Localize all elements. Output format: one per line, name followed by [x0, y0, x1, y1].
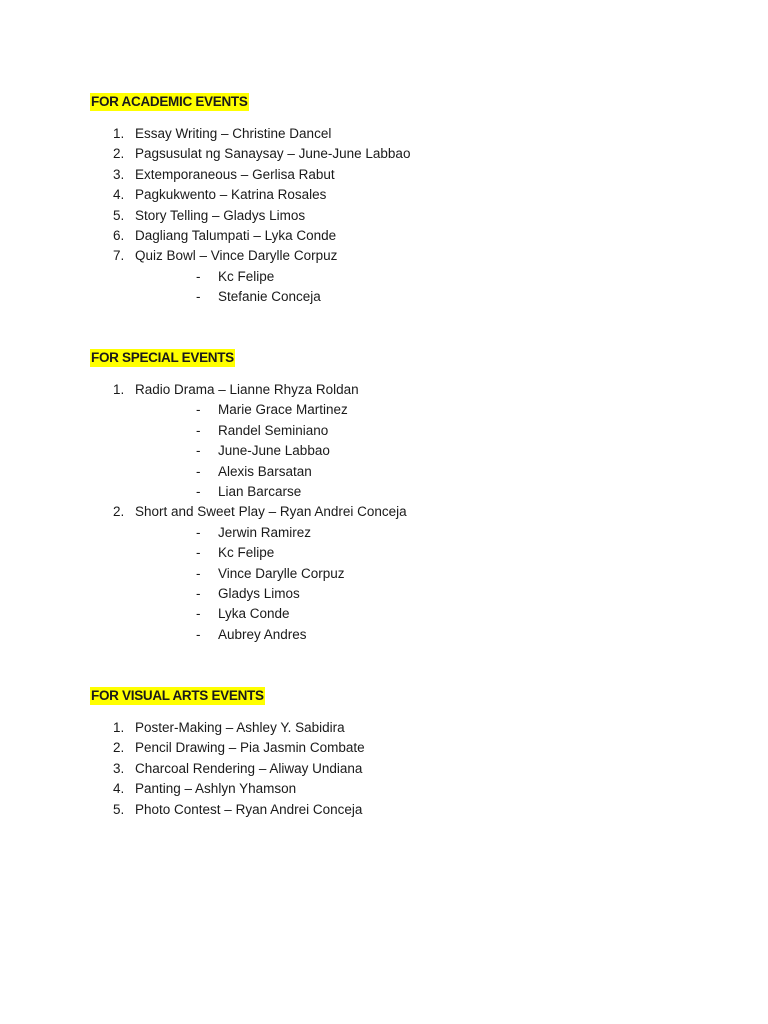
sub-list — [90, 400, 690, 502]
item-text: Photo Contest – Ryan Andrei Conceja — [135, 801, 363, 817]
dash-marker: - — [196, 606, 201, 622]
item-text: Panting – Ashlyn Yhamson — [135, 781, 297, 797]
sub-list-item — [90, 523, 690, 543]
sub-list-item — [90, 543, 690, 563]
item-number: 4. — [113, 187, 125, 203]
sub-list-item — [90, 482, 690, 502]
dash-marker: - — [196, 422, 201, 438]
dash-marker: - — [196, 402, 201, 418]
item-text: Radio Drama – Lianne Rhyza Roldan — [135, 382, 359, 397]
sub-item-text: Lian Barcarse — [218, 483, 302, 499]
dash-marker: - — [196, 463, 201, 479]
item-text: Essay Writing – Christine Dancel — [135, 126, 332, 141]
list-item — [90, 226, 690, 246]
event-list — [90, 718, 690, 820]
sub-list-item — [90, 564, 690, 584]
list-item — [90, 502, 690, 645]
sub-list — [90, 523, 690, 645]
sub-list-item — [90, 441, 690, 461]
list-item — [90, 779, 690, 799]
item-number: 2. — [113, 740, 125, 756]
sub-list-item — [90, 287, 690, 307]
item-number: 7. — [113, 248, 125, 264]
dash-marker: - — [196, 483, 201, 499]
item-text: Pagsusulat ng Sanaysay – June-June Labbao — [135, 146, 411, 162]
item-number: 6. — [113, 227, 125, 243]
sub-item-text: Aubrey Andres — [218, 626, 307, 642]
event-list — [90, 124, 690, 308]
sub-item-text: Vince Darylle Corpuz — [218, 565, 345, 581]
item-number: 1. — [113, 720, 125, 735]
section-heading: FOR SPECIAL EVENTS — [91, 350, 234, 365]
sub-list-item — [90, 462, 690, 482]
sub-item-text: Kc Felipe — [218, 268, 275, 284]
list-item — [90, 144, 690, 164]
dash-marker: - — [196, 289, 201, 305]
sub-list — [90, 267, 690, 308]
list-item — [90, 738, 690, 758]
section-heading: FOR ACADEMIC EVENTS — [91, 94, 248, 109]
item-text: Short and Sweet Play – Ryan Andrei Conceja — [135, 504, 407, 520]
list-item — [90, 124, 690, 144]
item-number: 1. — [113, 382, 125, 397]
list-item — [90, 246, 690, 307]
list-item — [90, 718, 690, 738]
sub-item-text: Gladys Limos — [218, 585, 300, 601]
sub-item-text: Stefanie Conceja — [218, 289, 321, 305]
item-number: 4. — [113, 781, 125, 797]
dash-marker: - — [196, 545, 201, 561]
list-item — [90, 206, 690, 226]
section-heading: FOR VISUAL ARTS EVENTS — [91, 688, 264, 703]
item-text: Poster-Making – Ashley Y. Sabidira — [135, 720, 345, 735]
item-number: 3. — [113, 166, 125, 182]
sub-list-item — [90, 400, 690, 420]
dash-marker: - — [196, 443, 201, 459]
item-text: Quiz Bowl – Vince Darylle Corpuz — [135, 248, 338, 264]
sub-list-item — [90, 421, 690, 441]
item-text: Pagkukwento – Katrina Rosales — [135, 187, 327, 203]
item-number: 3. — [113, 760, 125, 776]
dash-marker: - — [196, 524, 201, 540]
item-text: Pencil Drawing – Pia Jasmin Combate — [135, 740, 365, 756]
dash-marker: - — [196, 268, 201, 284]
list-item — [90, 759, 690, 779]
item-number: 2. — [113, 146, 125, 162]
sub-item-text: Lyka Conde — [218, 606, 290, 622]
item-number: 1. — [113, 126, 125, 141]
sub-list-item — [90, 267, 690, 287]
section-academic-events — [90, 93, 690, 308]
dash-marker: - — [196, 565, 201, 581]
dash-marker: - — [196, 585, 201, 601]
item-text: Dagliang Talumpati – Lyka Conde — [135, 227, 337, 243]
sub-item-text: Jerwin Ramirez — [218, 524, 312, 540]
list-item — [90, 185, 690, 205]
item-text: Extemporaneous – Gerlisa Rabut — [135, 166, 335, 182]
list-item — [90, 800, 690, 820]
sub-item-text: Randel Seminiano — [218, 422, 329, 438]
sub-item-text: Alexis Barsatan — [218, 463, 312, 479]
dash-marker: - — [196, 626, 201, 642]
item-number: 5. — [113, 801, 125, 817]
item-text: Story Telling – Gladys Limos — [135, 207, 306, 223]
list-item — [90, 380, 690, 502]
section-visual-arts-events — [90, 687, 690, 820]
sub-list-item — [90, 625, 690, 645]
sub-list-item — [90, 584, 690, 604]
sub-item-text: Kc Felipe — [218, 545, 275, 561]
item-number: 5. — [113, 207, 125, 223]
list-item — [90, 165, 690, 185]
sub-list-item — [90, 604, 690, 624]
section-special-events — [90, 349, 690, 645]
sub-item-text: Marie Grace Martinez — [218, 402, 348, 418]
item-text: Charcoal Rendering – Aliway Undiana — [135, 760, 363, 776]
event-list — [90, 380, 690, 645]
sub-item-text: June-June Labbao — [218, 443, 330, 459]
item-number: 2. — [113, 504, 125, 520]
